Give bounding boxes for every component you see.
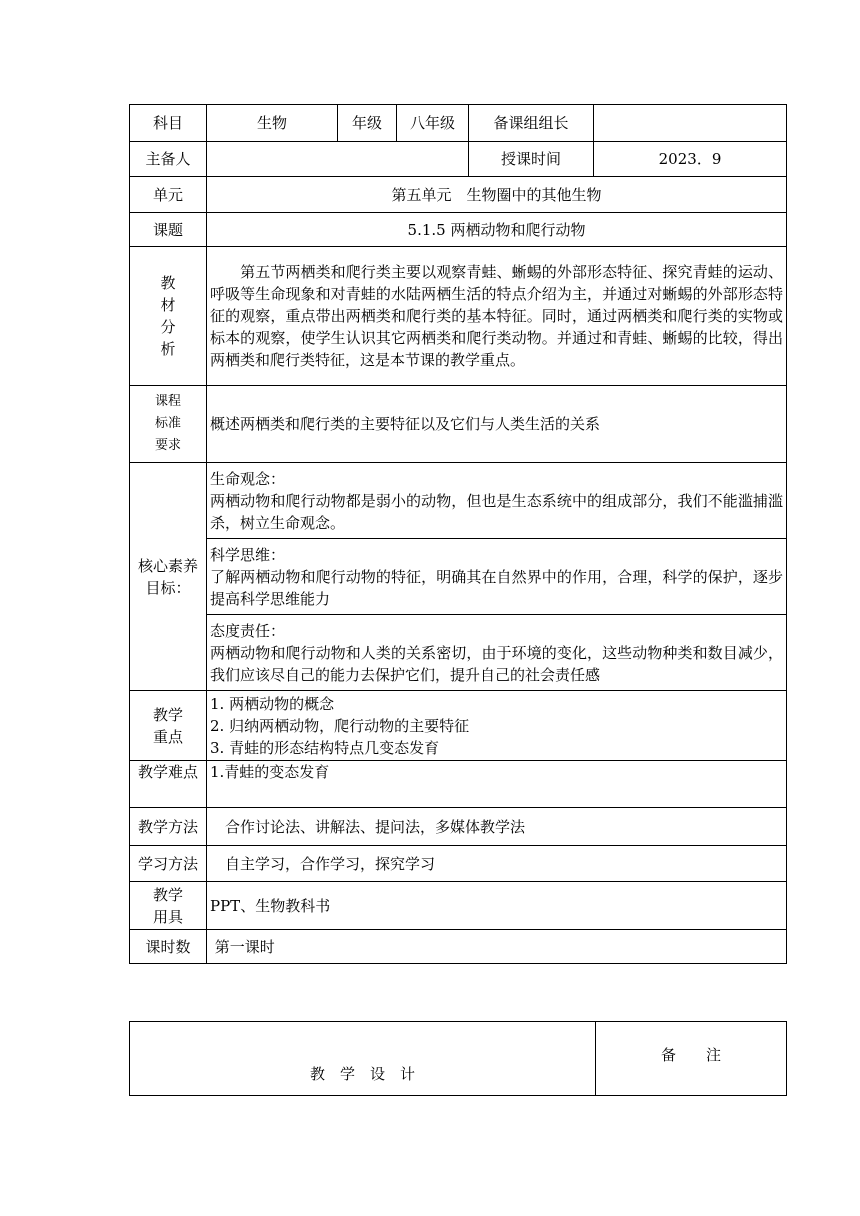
core-item-title: 生命观念： (210, 469, 286, 488)
preparer-value (207, 142, 469, 177)
unit-label: 单元 (130, 177, 207, 213)
row-standard (130, 386, 787, 463)
row-preparer (130, 142, 787, 177)
core-label (130, 463, 207, 691)
preparer-label: 主备人 (130, 142, 207, 177)
row-difficulty (130, 761, 787, 808)
subject-label: 科目 (130, 105, 207, 142)
leader-value (594, 105, 787, 142)
topic-label: 课题 (130, 213, 207, 247)
analysis-label (130, 247, 207, 386)
row-tools (130, 882, 787, 930)
core-item-title: 态度责任： (210, 621, 286, 640)
core-label-line: 目标： (145, 578, 191, 597)
row-method (130, 808, 787, 846)
focus-list (207, 691, 787, 761)
grade-label: 年级 (338, 105, 397, 142)
row-focus (130, 691, 787, 761)
standard-label (130, 386, 207, 463)
learning-text: 自主学习，合作学习，探究学习 (207, 846, 787, 882)
analysis-label-line: 析 (160, 340, 176, 358)
tools-label (130, 882, 207, 930)
analysis-label-line: 教 (160, 274, 176, 292)
tools-label-line: 教学 (152, 885, 183, 904)
standard-text: 概述两栖类和爬行类的主要特征以及它们与人类生活的关系 (207, 386, 787, 463)
core-item-life (207, 463, 787, 539)
focus-item: 2. 归纳两栖动物，爬行动物的主要特征 (210, 716, 470, 735)
standard-label-line: 课程 (154, 394, 181, 409)
row-hours (130, 930, 787, 964)
difficulty-text: 1.青蛙的变态发育 (207, 761, 787, 808)
design-table (129, 1021, 787, 1096)
focus-label-line: 重点 (152, 727, 183, 746)
unit-value: 第五单元 生物圈中的其他生物 (207, 177, 787, 213)
difficulty-label: 教学难点 (130, 761, 207, 808)
method-label: 教学方法 (130, 808, 207, 846)
analysis-text: 第五节两栖类和爬行类主要以观察青蛙、蜥蜴的外部形态特征、探究青蛙的运动、呼吸等生命现象和对青蛙的水陆两栖生活的特点介绍为主，并通过对蜥蜴的外部形态特征的观察，重点带出两栖类和爬行类的基本特征。同时，通过两栖类和爬行类的实物或标本的观察，使学生认识其它两栖类和爬行类动物。并通过和青蛙、蜥蜴的比较，得出两栖类和爬行类特征，这是本节课的教学重点。 (207, 247, 787, 386)
leader-label: 备课组组长 (469, 105, 594, 142)
hours-label: 课时数 (130, 930, 207, 964)
core-item-responsibility (207, 615, 787, 691)
row-learning (130, 846, 787, 882)
row-unit (130, 177, 787, 213)
core-item-text: 了解两栖动物和爬行动物的特征，明确其在自然界中的作用，合理，科学的保护，逐步提高科学思维能力 (210, 567, 783, 608)
design-heading: 教 学 设 计 (130, 1022, 596, 1096)
focus-item: 1. 两栖动物的概念 (210, 694, 335, 713)
analysis-label-line: 分 (160, 318, 176, 336)
core-item-title: 科学思维： (210, 545, 286, 564)
design-row (130, 1022, 787, 1096)
learning-label: 学习方法 (130, 846, 207, 882)
subject-value: 生物 (207, 105, 338, 142)
standard-label-line: 要求 (154, 438, 181, 453)
time-value: 2023．9 (594, 142, 787, 177)
hours-text: 第一课时 (207, 930, 787, 964)
lesson-plan-table (129, 104, 787, 964)
row-subject (130, 105, 787, 142)
analysis-label-line: 材 (160, 296, 176, 314)
row-core-3 (130, 615, 787, 691)
row-topic (130, 213, 787, 247)
grade-value: 八年级 (397, 105, 469, 142)
core-label-line: 核心素养 (137, 556, 198, 575)
remarks-heading: 备 注 (596, 1022, 787, 1096)
tools-text: PPT、生物教科书 (207, 882, 787, 930)
standard-label-line: 标准 (154, 416, 181, 431)
topic-value: 5.1.5 两栖动物和爬行动物 (207, 213, 787, 247)
core-item-thinking (207, 539, 787, 615)
row-core-1 (130, 463, 787, 539)
tools-label-line: 用具 (152, 907, 183, 926)
row-analysis (130, 247, 787, 386)
focus-label (130, 691, 207, 761)
method-text: 合作讨论法、讲解法、提问法，多媒体教学法 (207, 808, 787, 846)
focus-label-line: 教学 (152, 705, 183, 724)
time-label: 授课时间 (469, 142, 594, 177)
core-item-text: 两栖动物和爬行动物都是弱小的动物，但也是生态系统中的组成部分，我们不能滥捕滥杀，树立生命观念。 (210, 491, 783, 532)
core-item-text: 两栖动物和爬行动物和人类的关系密切，由于环境的变化，这些动物种类和数目减少，我们应该尽自己的能力去保护它们，提升自己的社会责任感 (210, 643, 783, 684)
row-core-2 (130, 539, 787, 615)
focus-item: 3. 青蛙的形态结构特点几变态发育 (210, 738, 440, 757)
